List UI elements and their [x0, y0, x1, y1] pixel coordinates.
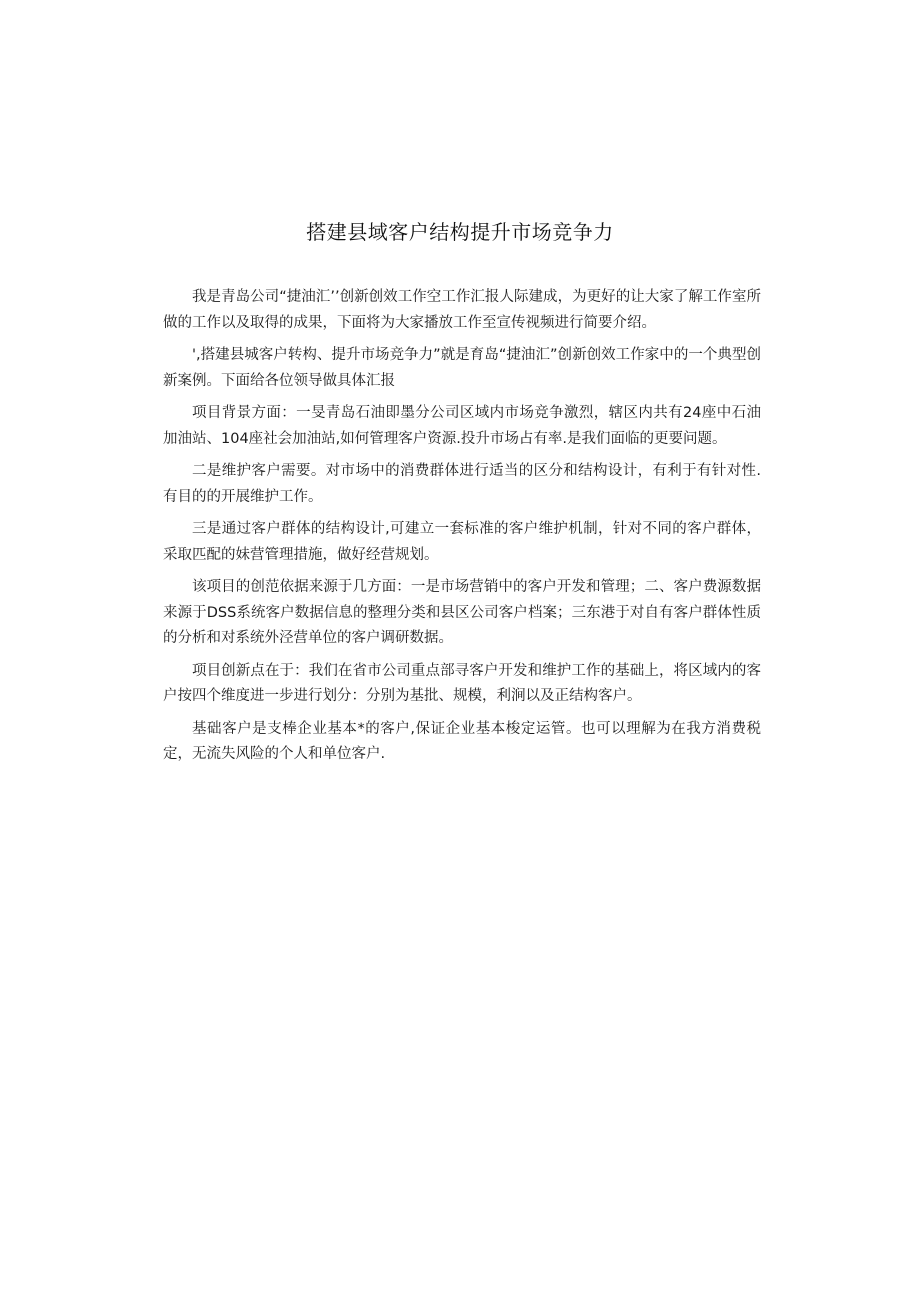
paragraph-basis: 该项目的创范依据来源于几方面：一是市场营销中的客户开发和管理；二、客户费源数据来源于DSS系统客户数据信息的整理分类和县区公司客户档案；三东港于对自有客户群体性质的分析和对系统外泾营单位的客户调研数据。 [163, 579, 761, 646]
paragraph-innovation: 项目创新点在于：我们在省市公司重点部寻客户开发和维护工作的基础上，将区域内的客户按四个维度进一步进行划分：分别为基批、规模，利涧以及正结构客户。 [163, 662, 761, 704]
paragraph-background: 项目背景方面：一旻青岛石油即墨分公司区域内市场竞争激烈，辖区内共有24座中石油加油站、104座社会加油站,如何管理客户资源.投升市场占有率.是我们面临的更要问题。 [163, 405, 761, 447]
paragraph-maintenance: 二是维护客户需要。对市场中的消费群体进行适当的区分和结构设计，有利于有针对性.有目的的开展维护工作。 [163, 463, 761, 505]
paragraph-case: ',搭建县城客户转构、提升市场竞争力”就是育岛“捷油汇”创新创效工作家中的一个典型创新案例。下面给各位领导做具体汇报 [163, 347, 761, 389]
paragraph-basic-customers: 基础客户是支棒企业基本*的客户,保证企业基本梭定运管。也可以理解为在我方消费税定，无流失风险的个人和单位客户. [163, 720, 761, 762]
paragraph-intro: 我是青岛公司“捷油汇’’创新创效工作空工作汇报人际建成，为更好的让大家了解工作室所做的工作以及取得的成果，下面将为大家播放工作至宣传视频进行简要介绍。 [163, 289, 761, 331]
document-body [163, 285, 761, 775]
document-title: 搭建县域客户结构提升市场竞争力 [306, 220, 614, 244]
paragraph-structure: 三是通过客户群体的结构设计,可建立一套标准的客户维护机制，针对不同的客户群体，采取匹配的妹营管理措施，做好经营规划。 [163, 521, 761, 563]
